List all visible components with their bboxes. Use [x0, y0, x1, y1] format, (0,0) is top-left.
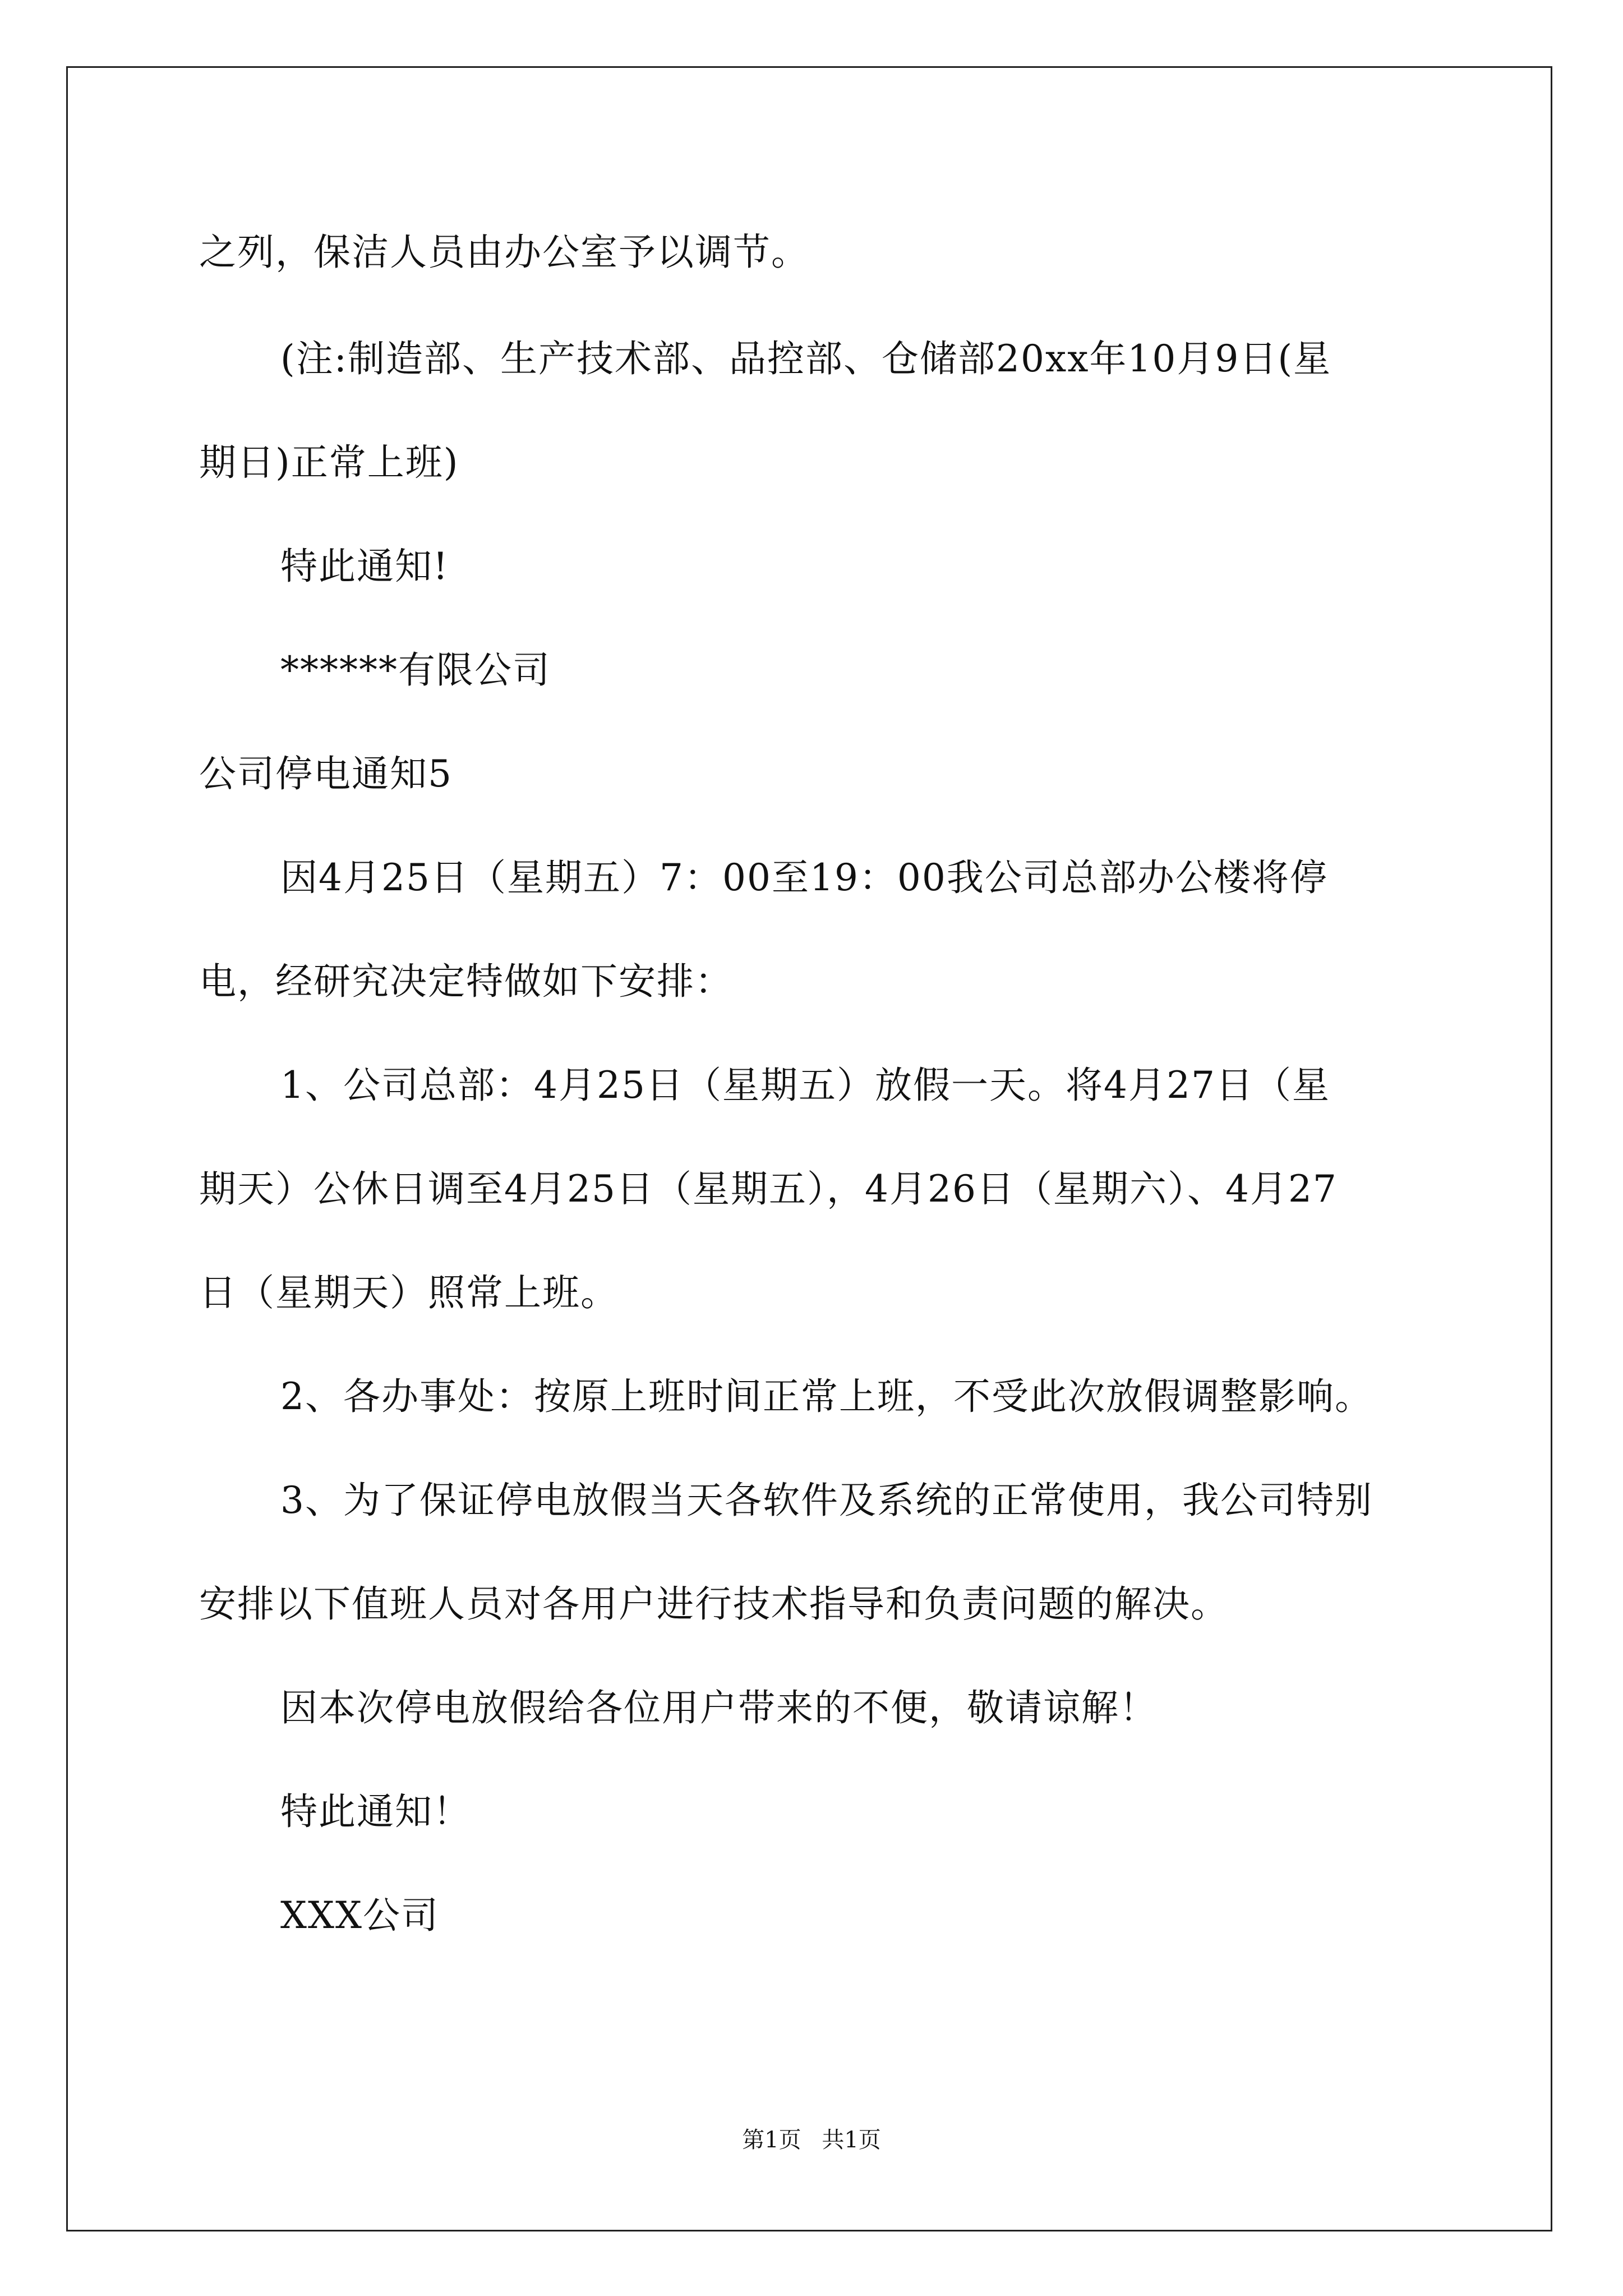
text-line: 之列，保洁人员由办公室予以调节。	[199, 231, 809, 274]
page-footer	[0, 2123, 1623, 2157]
text-line: 2、各办事处：按原上班时间正常上班，不受此次放假调整影响。	[280, 1375, 1373, 1418]
text-line: 特此通知！	[280, 1790, 471, 1833]
text-line: 日（星期天）照常上班。	[199, 1271, 619, 1314]
text-line: (注:制造部、生产技术部、品控部、仓储部20xx年10月9日(星	[280, 337, 1332, 380]
text-line: 期天）公休日调至4月25日（星期五），4月26日（星期六）、4月27	[199, 1167, 1338, 1211]
text-line: 1、公司总部：4月25日（星期五）放假一天。将4月27日（星	[280, 1064, 1330, 1107]
text-line: 安排以下值班人员对各用户进行技术指导和负责问题的解决。	[199, 1582, 1229, 1626]
text-line: 因本次停电放假给各位用户带来的不便，敬请谅解！	[280, 1686, 1158, 1729]
text-line: 特此通知!	[280, 545, 449, 588]
text-line: ******有限公司	[280, 648, 551, 692]
text-line: 电，经研究决定特做如下安排：	[199, 960, 733, 1003]
text-line: 因4月25日（星期五）7：00至19：00我公司总部办公楼将停	[280, 856, 1328, 899]
section-heading: 公司停电通知5	[199, 752, 453, 795]
text-line: XXX公司	[280, 1894, 439, 1937]
text-line: 期日)正常上班)	[199, 441, 459, 484]
text-line: 3、为了保证停电放假当天各软件及系统的正常使用，我公司特别	[280, 1479, 1373, 1522]
page-number-current: 第1页	[742, 2127, 801, 2153]
page-number-total: 共1页	[822, 2127, 881, 2153]
